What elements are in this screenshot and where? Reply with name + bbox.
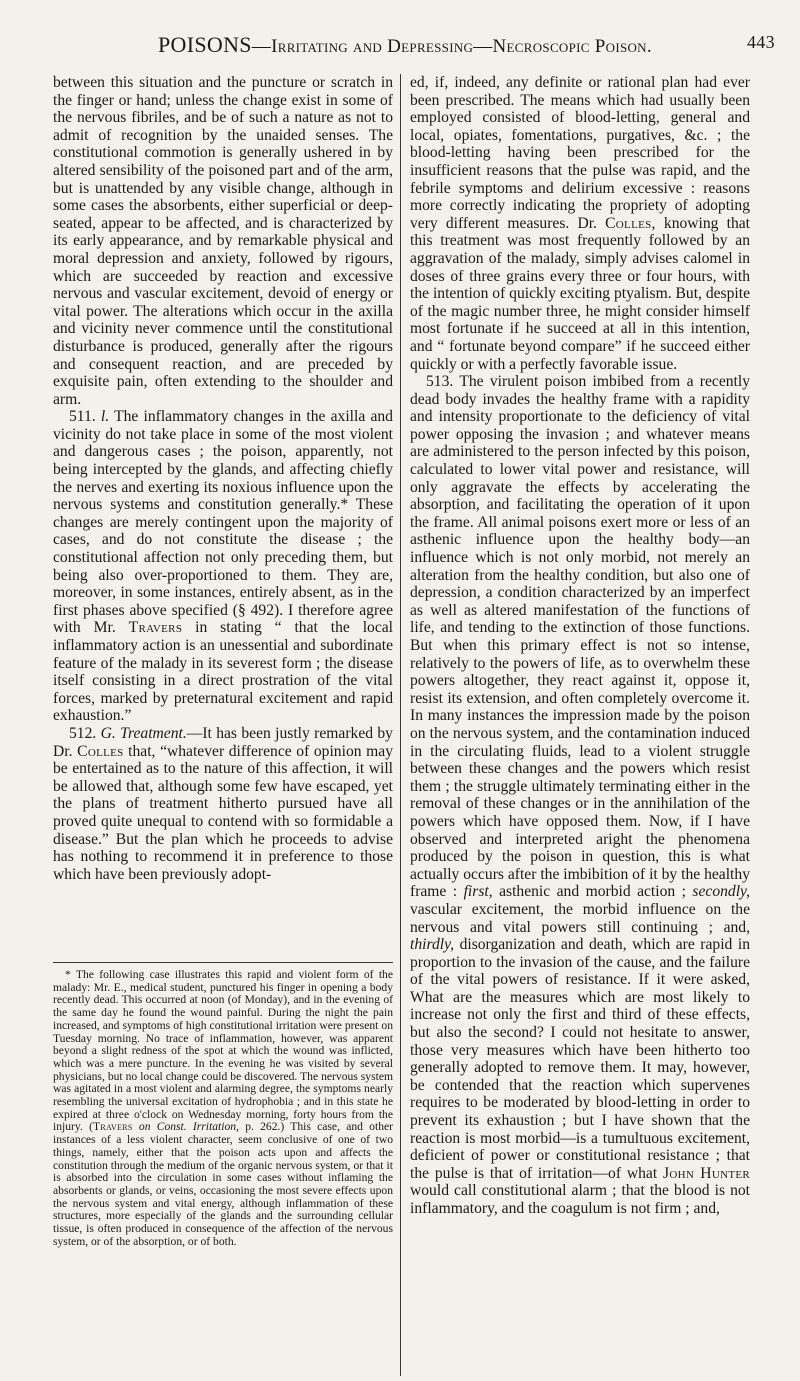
section-title: G. Treatment. <box>100 724 187 742</box>
running-header <box>0 32 800 60</box>
right-column <box>410 74 750 1218</box>
left-column <box>53 74 393 883</box>
paragraph-512: 512. G. Treatment.—It has been justly remarked by Dr. Colles that, “whatever difference of opinion may be entertained as to the nature of this affection, it will be allowed that, although some few have escaped, yet the plans of treatment hitherto pursued have all proved quite unequal to contend with so formidable a disease.” But the plan which he proceeds to advise has nothing to recommend it in preference to those which have been previously adopt- <box>53 724 393 883</box>
paragraph-continued: between this situation and the puncture or scratch in the finger or hand; unless the change exist in some of the nervous fibriles, and be of such a nature as not to admit of recognition by the unaided senses. The constitutional commotion is generally ushered in by altered sensibility of the poisoned part and of the arm, but is unattended by any visible change, although in some cases the absorbents, either superficial or deep-seated, appear to be affected, and is characterized by its early appearance, and by remarkable physical and moral depression and anxiety, followed by rigours, which are succeeded by reaction and excessive nervous and vascular excitement, devoid of energy or vital power. The alterations which occur in the axilla and vicinity never commence until the constitutional disturbance is produced, generally after the rigours and consequent reaction, and are preceded by exquisite pain, often extending to the shoulder and arm. <box>53 74 393 408</box>
running-head-title: POISONS—Irritating and Depressing—Necroscopic Poison. <box>158 32 652 57</box>
author-name: John Hunter <box>663 1164 751 1182</box>
footnote-divider <box>53 962 393 963</box>
paragraph-511: 511. l. The inflammatory changes in the axilla and vicinity do not take place in some of the most violent and dangerous cases ; the poison, apparently, not being intercepted by the glands, and affecting chiefly the nerves and exerting its noxious influence upon the nervous systems and constitution generally.* These changes are merely contingent upon the majority of cases, and do not constitute the disease ; the constitutional affection not only preceding them, but being also over-proportioned to them. They are, moreover, in some instances, entirely absent, as in the first phases above specified (§ 492). I therefore agree with Mr. Travers in stating “ that the local inflammatory action is an unessential and subordinate feature of the malady in its severest form ; the disease itself consisting in a direct prostration of the vital forces, marked by preternatural excitement and rapid exhaustion.” <box>53 408 393 725</box>
author-name: Colles, <box>605 214 656 232</box>
author-name: Travers <box>128 619 183 637</box>
column-divider <box>400 74 401 1376</box>
footnote-text: * The following case illustrates this rapid and violent form of the malady: Mr. E., medical student, punctured his finger in opening a body recently dead. This occurred at noon (of Monday), and in the evening of the same day he found the wound painful. During the night the pain increased, and symptoms of high constitutional irritation were present on Tuesday morning. No trace of inflammation, however, was apparent beyond a slight redness of the spot at which the wound was inflicted, which was a mere puncture. In the evening he was visited by several physicians, but no local change could be discovered. The nervous system was agitated in a most violent and alarming degree, the symptoms nearly resembling the universal excitation of hydrophobia ; and in this state he expired at three o'clock on Wednesday morning, forty hours from the injury. (Travers on Const. Irritation, p. 262.) This case, and other instances of a less violent character, seem conclusive of one of two things, namely, either that the poison acts upon and affects the constitution through the medium of the organic nervous system, or that it is absorbed into the circulation in some cases without inflaming the absorbents or glands, or veins, occasioning the most severe effects upon the nervous system and vital energy, although inflammation of these structures, more especially of the glands and the surrounding cellular tissue, is often produced in consequence of the affection of the nervous system, or of the absorption, or of both. <box>53 968 393 1248</box>
section-number: 511. <box>69 408 96 426</box>
paragraph-513: 513. The virulent poison imbibed from a recently dead body invades the healthy frame with a rapidity and intensity proportionate to the deficiency of vital power opposing the invasion ; and whatever means are administered to the person infected by this poison, calculated to lower vital power and resistance, will only aggravate the effects by accelerating the absorption, and facilitating the operation of it upon the frame. All animal poisons exert more or less of an asthenic influence upon the healthy body—an influence which is not only morbid, not merely an alteration from the healthy condition, but also one of depression, a condition characterized by an imperfect as well as altered manifestation of the functions of life, and tending to the extinction of those functions. But when this primary effect is not so intense, relatively to the powers of life, as to overwhelm these powers altogether, they react against it, oppose it, resist its extension, and often completely overcome it. In many instances the impression made by the poison on the nervous system, and the contamination induced in the circulating fluids, lead to a violent struggle between these changes and the powers which resist them ; the struggle ultimately terminating either in the removal of these changes or in the annihilation of the powers which have opposed them. Now, if I have observed and interpreted aright the phenomena produced by the poison in question, this is what actually occurs after the imbibition of it by the healthy frame : first, asthenic and morbid action ; secondly, vascular excitement, the morbid influence on the nervous and vital powers still continuing ; and, thirdly, disorganization and death, which are rapid in proportion to the invasion of the cause, and the failure of the vital powers of resistance. If it were asked, What are the measures which are most likely to increase not only the first and third of these effects, but also the second? I could not hesitate to answer, those very measures which have been hitherto too generally adopted to remove them. It may, however, be contended that the reaction which supervenes requires to be moderated by blood-letting in order to prevent its exhaustion ; but I have shown that the reaction is most morbid—is a tumultuous excitement, deficient of power or constitutional resistance ; that the pulse is that of irritation—of what John Hunter would call constitutional alarm ; that the blood is not inflammatory, and the coagulum is not firm ; and, <box>410 373 751 1217</box>
footnote <box>53 969 393 1248</box>
section-number: 513. <box>426 373 454 391</box>
paragraph-continued: ed, if, indeed, any definite or rational plan had ever been prescribed. The means which had usually been employed consisted of blood-letting, general and local, opiates, fomentations, purgatives, &c. ; the blood-letting having been prescribed for the insufficient reasons that the pulse was rapid, and the febrile symptoms and delirium excessive : reasons more correctly indicating the propriety of adopting very different measures. Dr. Colles, knowing that this treatment was most frequently followed by an aggravation of the malady, simply advises calomel in doses of three grains every three or four hours, with the intention of quickly exciting ptyalism. But, despite of the magic number three, he might consider himself most fortunate if he succeed at all in this intention, and “ fortunate beyond compare” if he succeed either quickly or with a perfectly favorable issue. <box>410 74 750 373</box>
page-number: 443 <box>747 32 775 52</box>
author-name: Colles <box>77 742 124 760</box>
section-number: 512. <box>69 724 97 742</box>
